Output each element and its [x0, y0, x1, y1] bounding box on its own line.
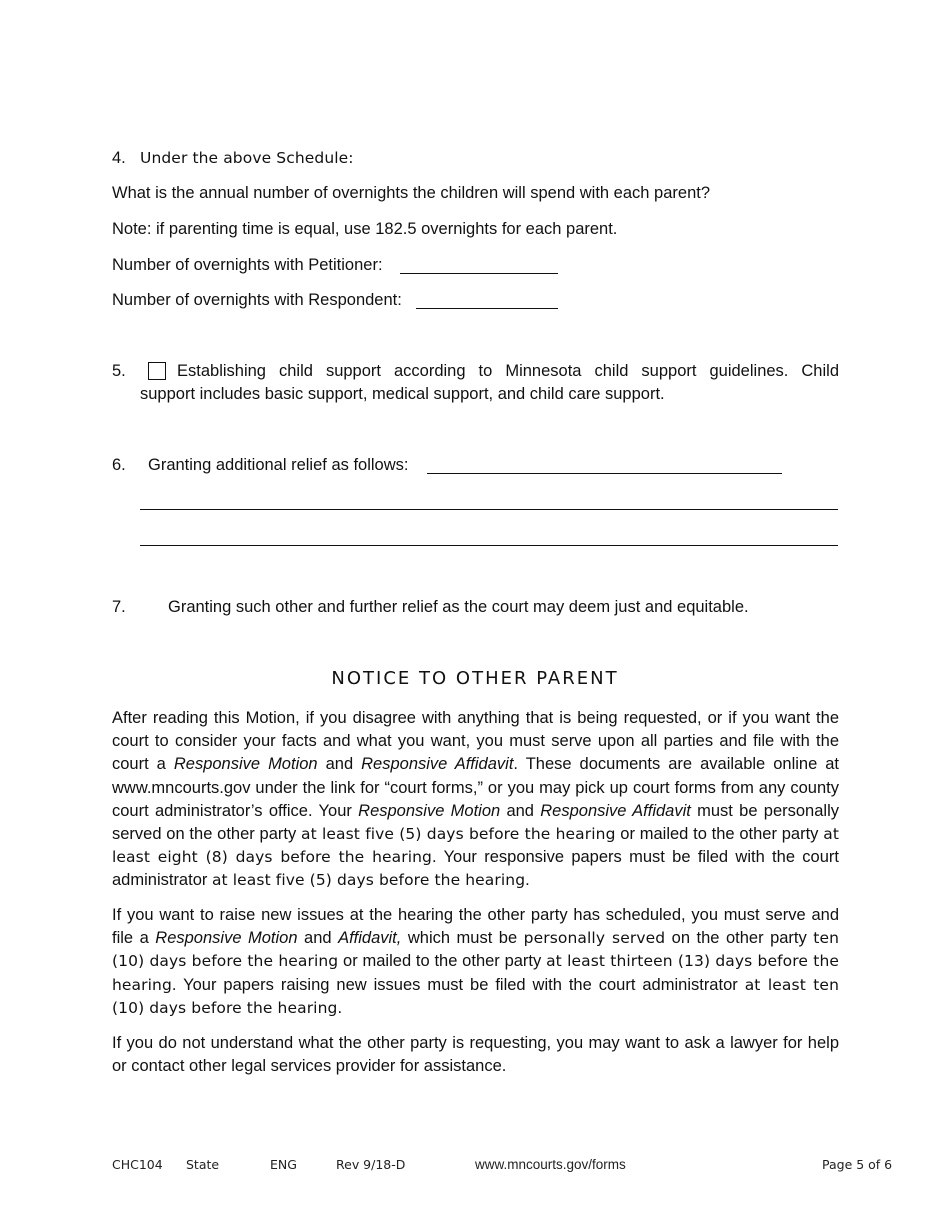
notice-paragraph-2: If you want to raise new issues at the hearing the other party has scheduled, you must serve and file a Responsive Motion and Affidavit, which must be personally served on the other party ten (10) days before the hearing or mailed to the other party at least thirteen (13) days before the hearing. Your papers raising new issues must be filed with the court administrator at least ten (10) days before the hearing.: [112, 906, 840, 1017]
notice-paragraph-3: If you do not understand what the other party is requesting, you may want to ask a lawyer for help or contact other legal services provider for assistance.: [112, 1034, 839, 1076]
item-4-question: What is the annual number of overnights the children will spend with each parent?: [112, 184, 711, 202]
item-5-line-1: Establishing child support according to Minnesota child support guidelines. Child: [177, 362, 839, 380]
footer-page-number: Page 5 of 6: [822, 1157, 893, 1172]
footer-state: State: [186, 1157, 220, 1172]
footer-language: ENG: [270, 1157, 297, 1172]
item-4-heading: Under the above Schedule:: [140, 149, 354, 167]
footer-revision: Rev 9/18-D: [336, 1157, 406, 1172]
additional-relief-field-1[interactable]: [427, 473, 782, 474]
additional-relief-field-2[interactable]: [140, 509, 838, 510]
footer-form-code: CHC104: [112, 1157, 163, 1172]
item-4-number: 4.: [112, 149, 126, 167]
respondent-overnights-label: Number of overnights with Respondent:: [112, 291, 402, 309]
item-6-number: 6.: [112, 456, 126, 474]
petitioner-overnights-label: Number of overnights with Petitioner:: [112, 256, 383, 274]
petitioner-overnights-field[interactable]: [400, 273, 558, 274]
notice-title: NOTICE TO OTHER PARENT: [331, 668, 619, 689]
notice-paragraph-1: After reading this Motion, if you disagree with anything that is being requested, or if you want the court to consider your facts and what you want, you must serve upon all parties and file with the court a Responsive Motion and Responsive Affidavit. These documents are available online at www.mncourts.gov under the link for “court forms,” or you may pick up court forms from any county court administrator’s office. Your Responsive Motion and Responsive Affidavit must be personally served on the other party at least five (5) days before the hearing or mailed to the other party at least eight (8) days before the hearing. Your responsive papers must be filed with the court administrator at least five (5) days before the hearing.: [112, 709, 840, 890]
item-7-number: 7.: [112, 598, 126, 616]
respondent-overnights-field[interactable]: [416, 308, 558, 309]
item-5-line-2: support includes basic support, medical support, and child care support.: [140, 385, 665, 403]
footer-url[interactable]: www.mncourts.gov/forms: [475, 1157, 626, 1172]
item-7-text: Granting such other and further relief as the court may deem just and equitable.: [168, 598, 749, 616]
item-5-number: 5.: [112, 362, 126, 380]
additional-relief-field-3[interactable]: [140, 545, 838, 546]
item-4-note: Note: if parenting time is equal, use 182.5 overnights for each parent.: [112, 220, 618, 238]
child-support-checkbox[interactable]: [148, 362, 166, 380]
item-6-label: Granting additional relief as follows:: [148, 456, 409, 474]
